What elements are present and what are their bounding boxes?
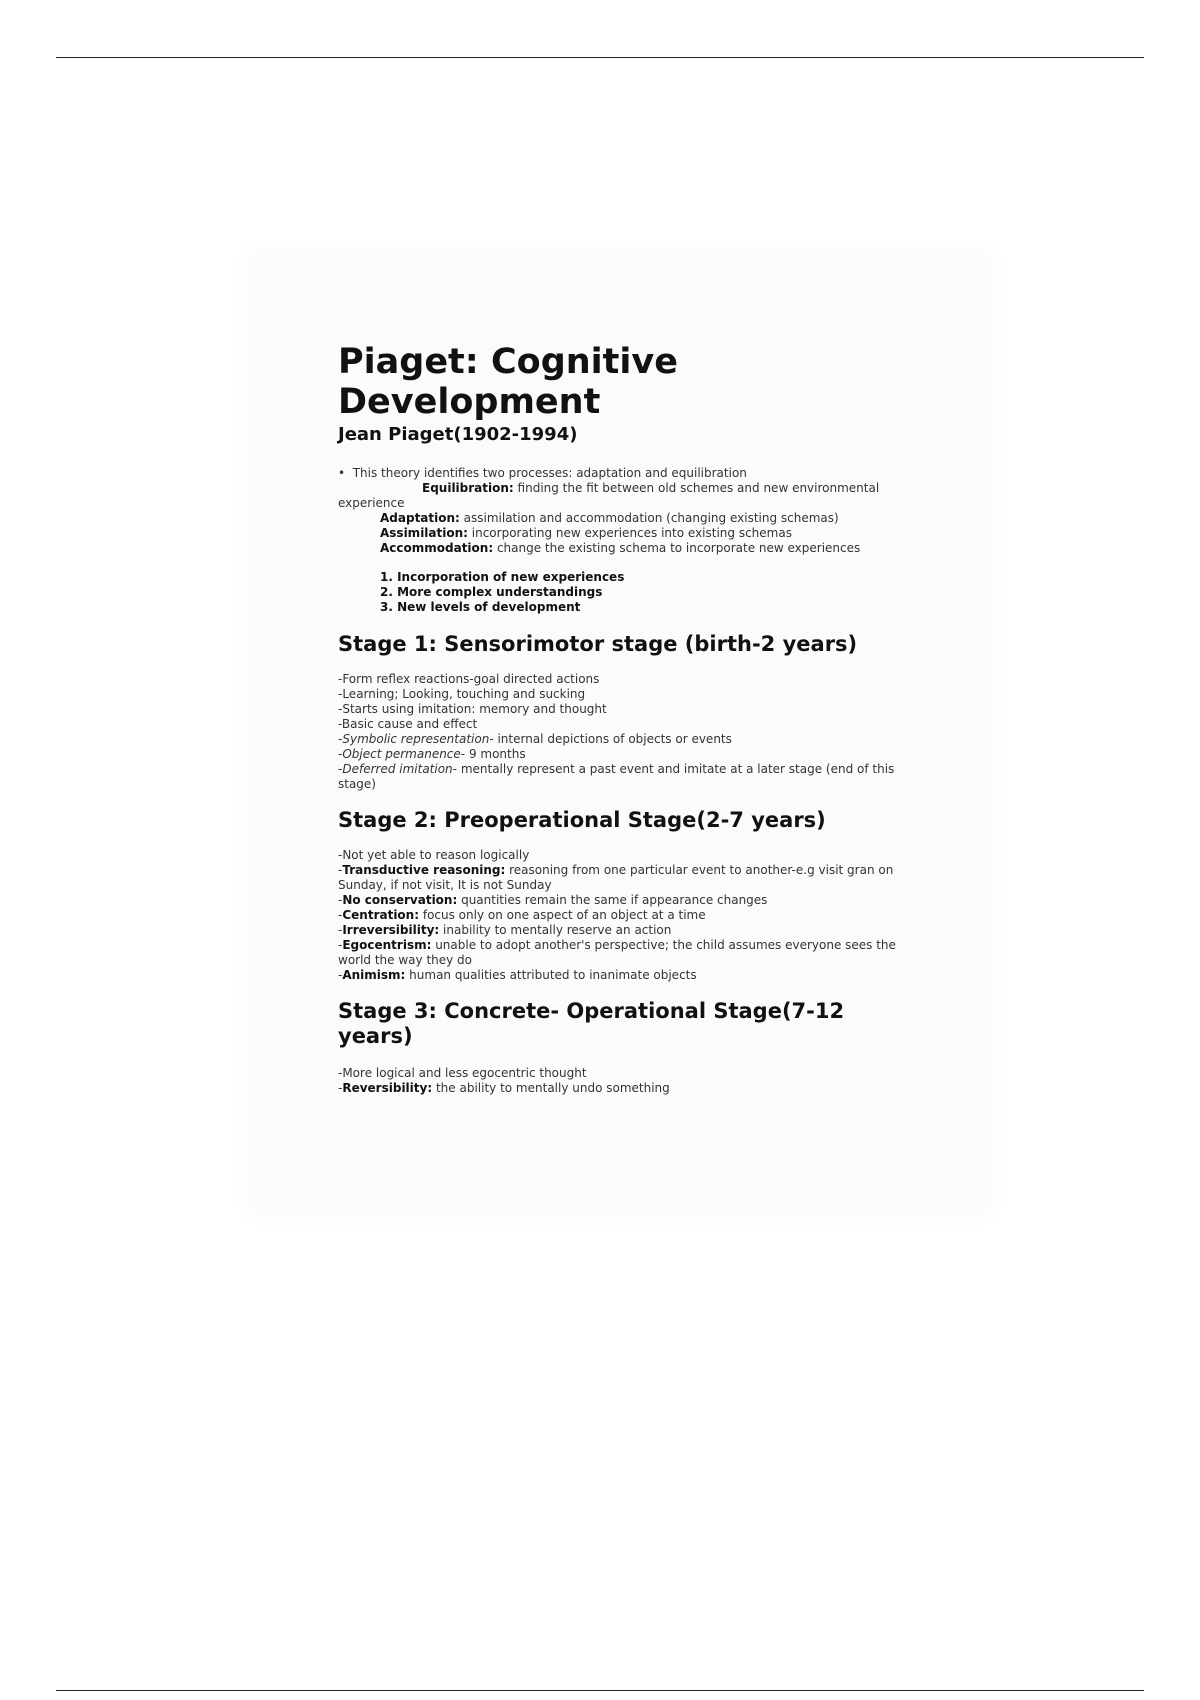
stage1-line: -Learning; Looking, touching and sucking (338, 687, 586, 701)
numbered-list (338, 570, 908, 615)
item-text: - mentally represent a past event and imitate at a later stage (end of this stage) (338, 762, 895, 791)
document-content (338, 342, 908, 1096)
definition-accommodation (338, 541, 908, 556)
stage2-item (338, 938, 908, 968)
item-text: - internal depictions of objects or events (489, 732, 732, 746)
definition-equilibration (338, 481, 908, 511)
definition-text: change the existing schema to incorporate new experiences (493, 541, 861, 555)
stage1-italic-item (338, 747, 908, 762)
stage3-line: -More logical and less egocentric thought (338, 1066, 587, 1080)
italic-term: Symbolic representation (342, 732, 490, 746)
item-text: the ability to mentally undo something (432, 1081, 670, 1095)
definition-text: assimilation and accommodation (changing existing schemas) (459, 511, 839, 525)
dash: - (338, 1081, 343, 1095)
page-subtitle: Jean Piaget(1902-1994) (338, 424, 578, 445)
stage1-body (338, 672, 908, 792)
list-item: 2. More complex understandings (380, 585, 603, 599)
stage2-item (338, 968, 908, 983)
dash: - (338, 747, 343, 761)
item-text: reasoning from one particular event to another-e.g visit gran on Sunday, if not visit, It is not Sunday (338, 863, 894, 892)
intro-line (338, 466, 908, 481)
stage3-body (338, 1066, 908, 1096)
stage2-item (338, 863, 908, 893)
stage1-line: -Starts using imitation: memory and thought (338, 702, 607, 716)
item-text: inability to mentally reserve an action (439, 923, 672, 937)
stage2-item (338, 923, 908, 938)
dash: - (338, 893, 343, 907)
definition-assimilation (338, 526, 908, 541)
dash: - (338, 968, 343, 982)
dash: - (338, 762, 343, 776)
list-item: 1. Incorporation of new experiences (380, 570, 625, 584)
italic-term: Deferred imitation (342, 762, 453, 776)
page-title: Piaget: Cognitive Development (338, 342, 678, 422)
intro-section (338, 466, 908, 556)
definition-term: Assimilation: (380, 526, 468, 540)
bottom-rule (56, 1690, 1144, 1691)
italic-term: Object permanence (342, 747, 461, 761)
stage1-heading: Stage 1: Sensorimotor stage (birth-2 years) (338, 632, 858, 656)
item-term: Centration: (342, 908, 420, 922)
top-rule (56, 57, 1144, 58)
item-term: No conservation: (342, 893, 458, 907)
definition-term: Accommodation: (380, 541, 494, 555)
dash: - (338, 923, 343, 937)
definition-term: Equilibration: (422, 481, 514, 495)
definition-text: finding the fit between old schemes and new environmental experience (338, 481, 880, 510)
list-item: 3. New levels of development (380, 600, 581, 614)
stage1-line: -Basic cause and effect (338, 717, 478, 731)
stage2-heading: Stage 2: Preoperational Stage(2-7 years) (338, 808, 826, 832)
item-text: focus only on one aspect of an object at a time (419, 908, 706, 922)
stage2-item (338, 908, 908, 923)
definition-adaptation (338, 511, 908, 526)
stage2-body (338, 848, 908, 983)
definition-term: Adaptation: (380, 511, 460, 525)
dash: - (338, 908, 343, 922)
stage2-line: -Not yet able to reason logically (338, 848, 530, 862)
stage1-italic-item (338, 732, 908, 747)
item-term: Irreversibility: (342, 923, 440, 937)
item-term: Egocentrism: (342, 938, 432, 952)
item-text: human qualities attributed to inanimate objects (405, 968, 697, 982)
item-term: Transductive reasoning: (342, 863, 506, 877)
item-text: unable to adopt another's perspective; the child assumes everyone sees the world the way they do (338, 938, 896, 967)
stage1-italic-item (338, 762, 908, 792)
bullet-icon: • (338, 466, 346, 480)
dash: - (338, 863, 343, 877)
definition-text: incorporating new experiences into existing schemas (467, 526, 792, 540)
item-term: Reversibility: (342, 1081, 433, 1095)
item-term: Animism: (342, 968, 406, 982)
dash: - (338, 732, 343, 746)
item-text: quantities remain the same if appearance changes (457, 893, 768, 907)
intro-text: This theory identifies two processes: adaptation and equilibration (352, 466, 747, 480)
dash: - (338, 938, 343, 952)
stage3-heading: Stage 3: Concrete- Operational Stage(7-12 years) (338, 999, 845, 1048)
stage1-line: -Form reflex reactions-goal directed actions (338, 672, 600, 686)
stage2-item (338, 893, 908, 908)
item-text: - 9 months (460, 747, 526, 761)
stage3-item (338, 1081, 908, 1096)
